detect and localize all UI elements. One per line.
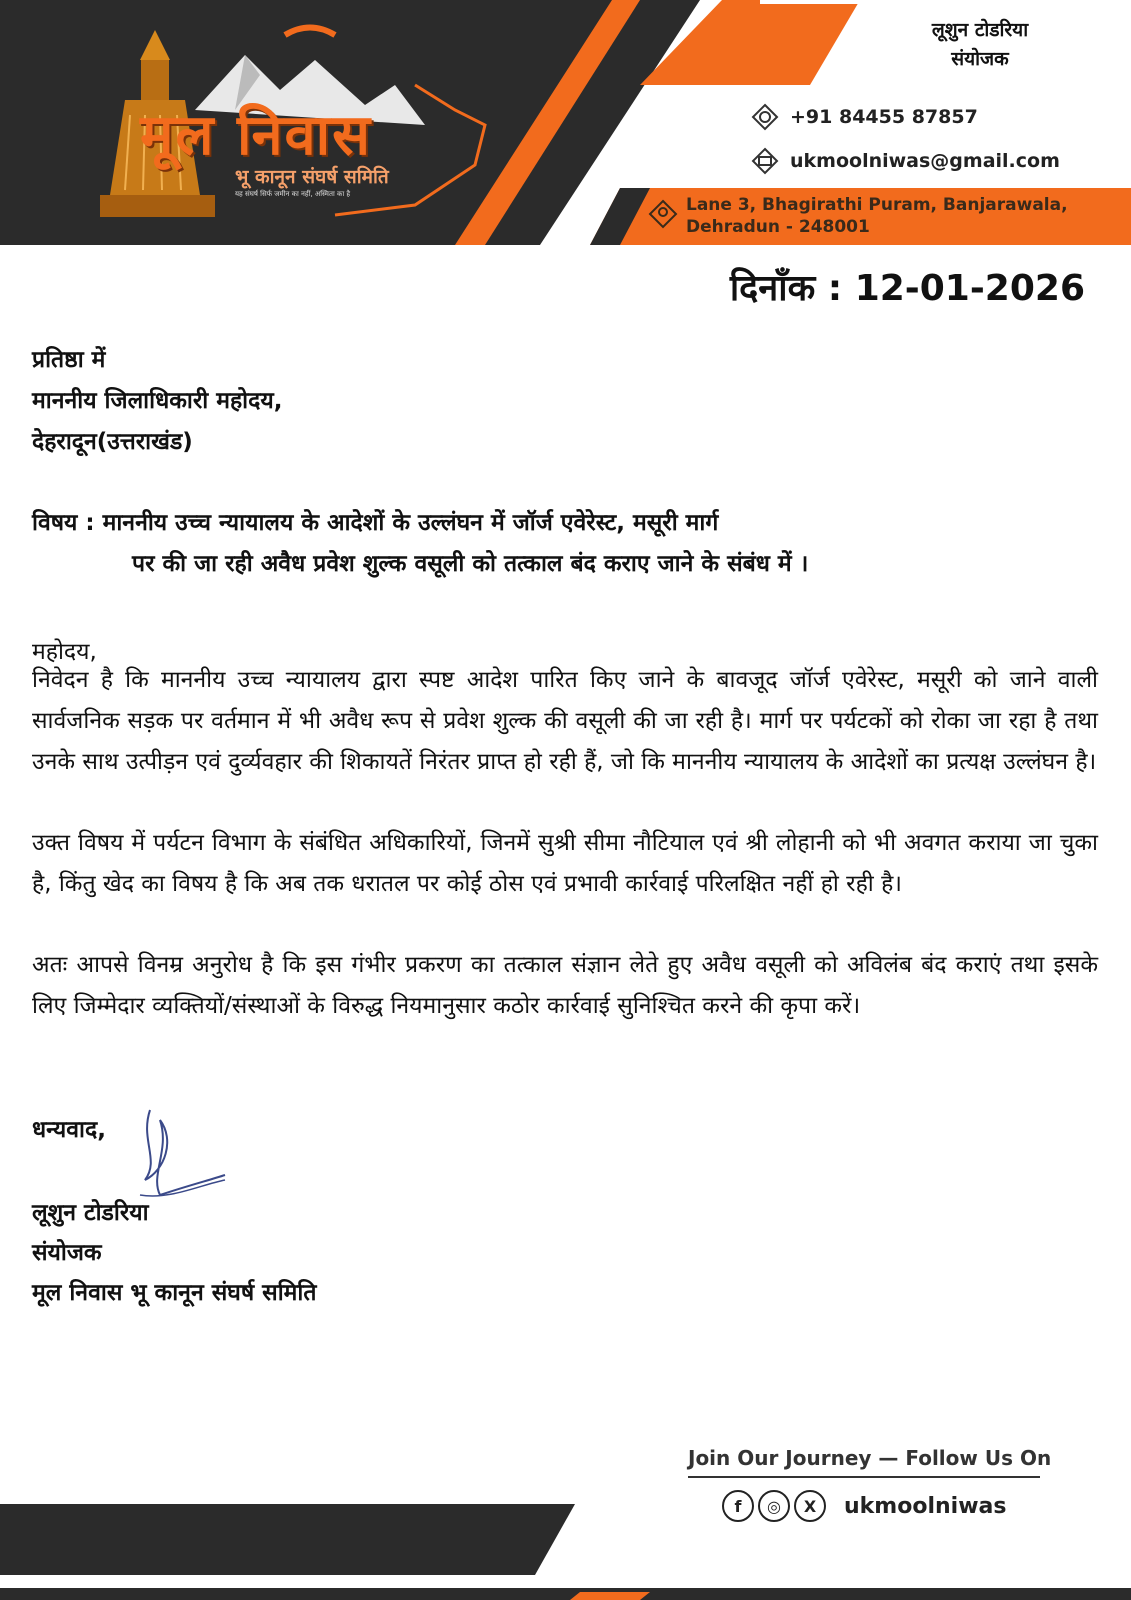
addressee-line: देहरादून(उत्तराखंड): [32, 429, 193, 455]
logo: [85, 15, 505, 235]
header-contact-role: संयोजक: [951, 48, 1009, 70]
x-icon[interactable]: X: [794, 1490, 826, 1522]
follow-underline: [688, 1476, 1040, 1478]
header-contact-name: लूशुन टोडरिया: [931, 19, 1029, 41]
social-links: [722, 1490, 1006, 1522]
logo-tagline: यह संघर्ष सिर्फ जमीन का नहीं, अस्मिता का है: [235, 190, 351, 198]
location-icon: [648, 199, 678, 233]
follow-us-text: Join Our Journey — Follow Us On: [688, 1446, 1052, 1470]
addressee-block: [32, 340, 282, 463]
address-line-1: Lane 3, Bhagirathi Puram, Banjarawala,: [686, 195, 1068, 215]
logo-subtitle: भू कानून संघर्ष समिति: [235, 166, 389, 188]
phone-row[interactable]: [750, 102, 978, 132]
email-row[interactable]: [750, 146, 1060, 176]
email-icon: [750, 146, 780, 176]
signature-block: [32, 1193, 316, 1313]
signer-role: संयोजक: [32, 1240, 102, 1266]
instagram-icon[interactable]: ◎: [758, 1490, 790, 1522]
signer-name: लूशुन टोडरिया: [32, 1200, 149, 1226]
letter-date: दिनाँक : 12-01-2026: [729, 268, 1085, 309]
email-address: ukmoolniwas@gmail.com: [790, 150, 1060, 172]
facebook-icon[interactable]: f: [722, 1490, 754, 1522]
logo-title: मूल निवास: [140, 103, 373, 168]
social-handle[interactable]: ukmoolniwas: [844, 1493, 1007, 1519]
addressee-line: माननीय जिलाधिकारी महोदय,: [32, 388, 283, 414]
closing: धन्यवाद,: [32, 1117, 106, 1143]
body-paragraph-3: अतः आपसे विनम्र अनुरोध है कि इस गंभीर प्रकरण का तत्काल संज्ञान लेते हुए अवैध वसूली को अविलंब बंद कराएं तथा इसके लिए जिम्मेदार व्यक्तियों/संस्थाओं के विरुद्ध नियमानुसार कठोर कार्रवाई सुनिश्चित करने की कृपा करें।: [32, 952, 1098, 1019]
signer-organization: मूल निवास भू कानून संघर्ष समिति: [32, 1280, 317, 1306]
body-paragraph-2: उक्त विषय में पर्यटन विभाग के संबंधित अधिकारियों, जिनमें सुश्री सीमा नौटियाल एवं श्री लोहानी को भी अवगत कराया जा चुका है, किंतु खेद का विषय है कि अब तक धरातल पर कोई ठोस एवं प्रभावी कार्रवाई परिलक्षित नहीं हो रही है।: [32, 830, 1098, 897]
body-paragraph-1: निवेदन है कि माननीय उच्च न्यायालय द्वारा स्पष्ट आदेश पारित किए जाने के बावजूद जॉर्ज एवेरेस्ट, मसूरी को जाने वाली सार्वजनिक सड़क पर वर्तमान में भी अवैध रूप से प्रवेश शुल्क की वसूली की जा रही है। मार्ग पर पर्यटकों को रोका जा रहा है तथा उनके साथ उत्पीड़न एवं दुर्व्यवहार की शिकायतें निरंतर प्राप्त हो रही हैं, जो कि माननीय न्यायालय के आदेशों का प्रत्यक्ष उल्लंघन है।: [32, 667, 1098, 775]
phone-icon: [750, 102, 780, 132]
subject-line-2: पर की जा रही अवैध प्रवेश शुल्क वसूली को तत्काल बंद कराए जाने के संबंध में ।: [132, 551, 809, 577]
addressee-line: प्रतिष्ठा में: [32, 347, 106, 373]
letterhead-header: [0, 0, 1131, 255]
address-line-2: Dehradun - 248001: [686, 217, 870, 237]
address-row: [648, 194, 1068, 238]
letter-subject: [32, 503, 1112, 585]
phone-number: +91 84455 87857: [790, 106, 978, 128]
salutation: महोदय,: [32, 639, 97, 665]
subject-line-1: विषय : माननीय उच्च न्यायालय के आदेशों के उल्लंघन में जॉर्ज एवेरेस्ट, मसूरी मार्ग: [32, 510, 719, 536]
